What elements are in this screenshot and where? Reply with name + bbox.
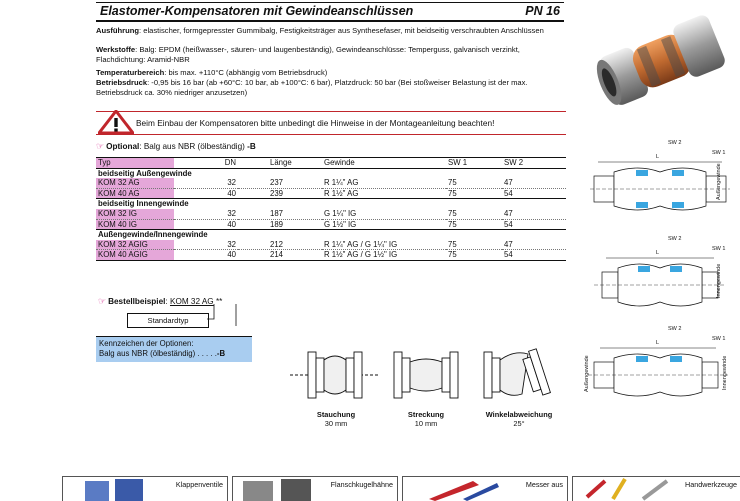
svg-text:L: L [656,250,660,256]
table-row: KOM 40 AG 40 239 R 1½" AG 75 54 [96,188,566,199]
svg-text:Innengewinde: Innengewinde [716,263,722,298]
col-laenge: Länge [238,158,322,169]
ball-valve-image-icon [239,477,319,501]
table-header-row [96,158,566,169]
valve-image-icon [81,477,151,501]
description-temperatur: Temperaturbereich: bis max. +110°C (abhängig vom Betriebsdruck) [96,68,328,77]
col-dn: DN [174,158,238,169]
table-row: KOM 40 IG 40 189 G 1½" IG 75 54 [96,219,566,230]
svg-text:Außengewinde: Außengewinde [716,163,722,200]
pointing-hand-icon: ☞ [96,141,105,151]
movement-extension: Streckung 10 mm [407,410,445,428]
page-header [96,2,564,22]
table-row: KOM 32 IG 32 187 G 1¼" IG 75 47 [96,209,566,219]
col-gewinde: Gewinde [322,158,446,169]
group-row: beidseitig Außengewinde [96,168,566,178]
movement-compression: Stauchung 30 mm [316,410,356,428]
tools-image-icon [583,477,673,501]
table-row: KOM 32 AGIG 32 212 R 1¼" AG / G 1¼" IG 75 47 [96,240,566,250]
pointing-hand-icon: ☞ [98,296,107,306]
page-title: Elastomer-Kompensatoren mit Gewindeanschlüssen [100,4,414,18]
drawing-innengewinde [594,236,726,306]
standard-type-box: Standardtyp [127,313,209,328]
warning-text: Beim Einbau der Kompensatoren bitte unbedingt die Hinweise in der Montageanleitung beachten! [136,118,495,128]
svg-text:SW 2: SW 2 [668,326,682,332]
warning-banner [96,111,566,135]
ad-handwerkzeuge[interactable]: Handwerkzeuge [572,476,740,501]
option-codes-box: Kennzeichen der Optionen: Balg aus NBR (ölbeständig) . . . . .-B [96,336,252,362]
order-example: ☞ Bestellbeispiel: KOM 32 AG ** [98,296,223,306]
col-typ: Typ [96,158,174,169]
svg-text:Außengewinde: Außengewinde [584,355,590,392]
ad-messer[interactable]: Messer aus [402,476,568,501]
svg-text:L: L [656,340,660,346]
group-row: beidseitig Innengewinde [96,199,566,209]
drawing-aussen-innen [584,326,728,396]
description-ausfuehrung: Ausführung: elastischer, formgepresster Gummibalg, Festigkeitsträger aus Synthesefaser, mit beidseitig verschraubten Anschlüssen [96,26,544,35]
description-werkstoffe: Werkstoffe: Balg: EPDM (heißwasser-, säuren- und laugenbeständig), Gewindeanschlüsse: Temperguss, galvanisch verzinkt, Flachdichtung: Aramid-NBR [96,45,520,64]
svg-text:L: L [656,154,660,160]
technical-drawings [580,140,738,420]
option-line: ☞ Optional: Balg aus NBR (ölbeständig) -B [96,141,256,151]
table-row: KOM 40 AGIG 40 214 R 1½" AG / G 1½" IG 75 54 [96,250,566,261]
svg-text:SW 1: SW 1 [712,336,726,342]
svg-text:SW 1: SW 1 [712,150,726,156]
ad-flanschkugelhaehne[interactable]: Flanschkugelhähne [232,476,398,501]
drawing-aussengewinde [590,140,730,210]
svg-text:SW 1: SW 1 [712,246,726,252]
pressure-class: PN 16 [525,4,560,18]
svg-text:Innengewinde: Innengewinde [722,355,728,390]
knife-image-icon [423,477,503,501]
group-row: Außengewinde/Innengewinde [96,230,566,240]
col-sw1: SW 1 [446,158,502,169]
ad-klappenventile[interactable]: Klappenventile [62,476,228,501]
product-photo [584,4,734,114]
product-table [96,157,566,261]
movement-angular: Winkelabweichung 25° [485,410,553,428]
movement-illustrations [290,342,560,408]
table-row: KOM 32 AG 32 237 R 1¼" AG 75 47 [96,178,566,188]
warning-icon [98,110,134,134]
svg-text:SW 2: SW 2 [668,236,682,242]
order-code: KOM 32 AG [169,297,214,306]
svg-text:SW 2: SW 2 [668,140,682,146]
col-sw2: SW 2 [502,158,566,169]
description-betriebsdruck: Betriebsdruck: -0,95 bis 16 bar (ab +60°C: 10 bar, ab +100°C: 6 bar), Platzdruck: 50 bar (Bei stoßweiser Belastung ist der max. Betriebsdruck ca. 30% niedriger anzusetzen) [96,78,528,97]
